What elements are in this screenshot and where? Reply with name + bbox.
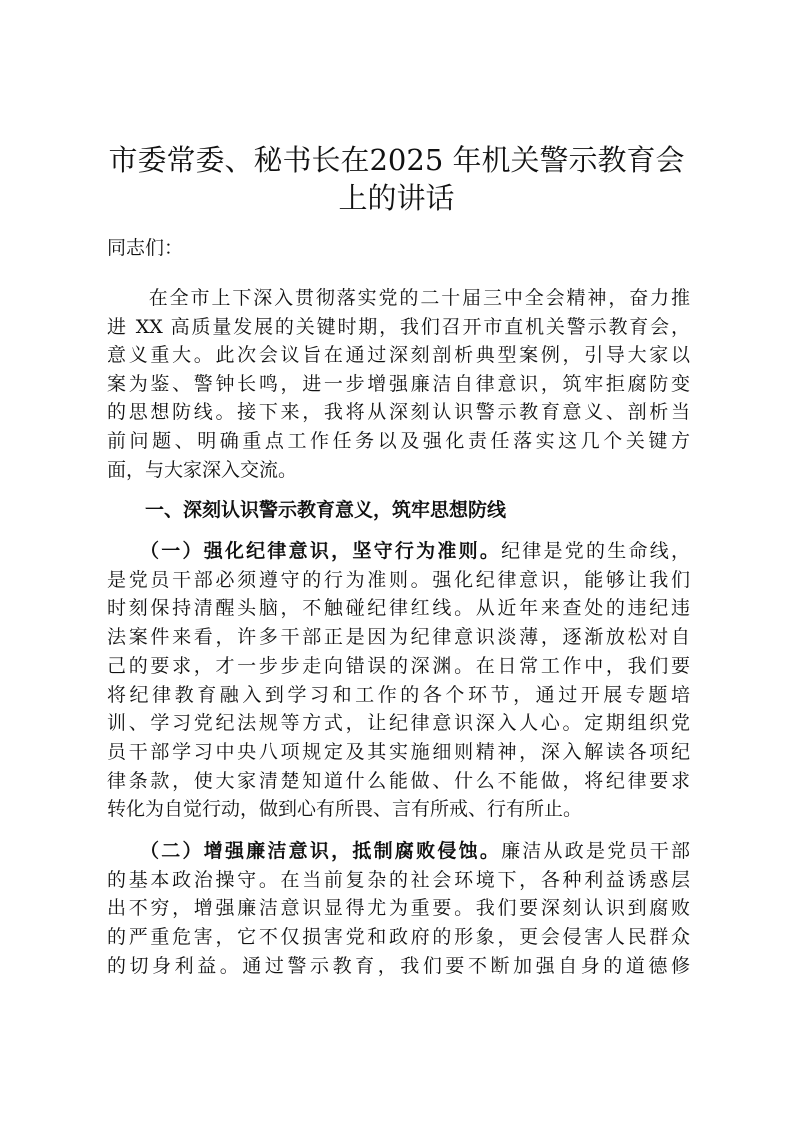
text-line: 的切身利益。通过警示教育，我们要不断加强自身的道德修	[107, 954, 690, 977]
subsection-2-title: （二）增强廉洁意识，抵制腐败侵蚀。	[107, 840, 502, 862]
text-line: 的思想防线。接下来，我将从深刻认识警示教育意义、剖析当	[107, 401, 690, 424]
text-line: 律条款，使大家清楚知道什么能做、什么不能做，将纪律要求	[107, 769, 690, 792]
text-line: 是党员干部必须遵守的行为准则。强化纪律意识，能够让我们	[107, 568, 690, 591]
subsection-1-title: （一）强化纪律意识，坚守行为准则。	[107, 540, 502, 562]
text-line: 己的要求，才一步步走向错误的深渊。在日常工作中，我们要	[107, 654, 690, 677]
text-line: 法案件来看，许多干部正是因为纪律意识淡薄，逐渐放松对自	[107, 626, 690, 649]
text-line: 训、学习党纪法规等方式，让纪律意识深入人心。定期组织党	[107, 712, 690, 735]
subsection-2-lead: 廉洁从政是党员干部	[501, 840, 690, 862]
text-line: 员干部学习中央八项规定及其实施细则精神，深入解读各项纪	[107, 740, 690, 763]
text-line: 案为鉴、警钟长鸣，进一步增强廉洁自律意识，筑牢拒腐防变	[107, 372, 690, 395]
text-line: 将纪律教育融入到学习和工作的各个环节，通过开展专题培	[107, 683, 690, 706]
text-line: 进 XX 高质量发展的关键时期，我们召开市直机关警示教育会，	[107, 315, 690, 338]
text-line: 的严重危害，它不仅损害党和政府的形象，更会侵害人民群众	[107, 926, 690, 949]
document-title-line-2: 上的讲话	[338, 181, 455, 215]
section-heading-1: 一、深刻认识警示教育意义，筑牢思想防线	[107, 499, 507, 521]
subsection-1-lead: 纪律是党的生命线，	[501, 540, 690, 562]
text-line: 出不穷，增强廉洁意识显得尤为重要。我们要深刻认识到腐败	[107, 897, 690, 920]
salutation: 同志们：	[107, 237, 184, 259]
text-line: 前问题、明确重点工作任务以及强化责任落实这几个关键方	[107, 430, 690, 452]
text-line: 意义重大。此次会议旨在通过深刻剖析典型案例，引导大家以	[107, 344, 690, 367]
document-title-line-1: 市委常委、秘书长在2025 年机关警示教育会	[108, 143, 685, 177]
text-line: 转化为自觉行动，做到心有所畏、言有所戒、行有所止。	[107, 798, 583, 821]
text-line: 在全市上下深入贯彻落实党的二十届三中全会精神，奋力推	[107, 287, 690, 309]
text-line: 面，与大家深入交流。	[107, 458, 298, 481]
text-line: 时刻保持清醒头脑，不触碰纪律红线。从近年来查处的违纪违	[107, 597, 690, 620]
subsection-2-first-line	[107, 837, 690, 865]
subsection-1-first-line	[107, 537, 690, 565]
text-line: 的基本政治操守。在当前复杂的社会环境下，各种利益诱惑层	[107, 868, 690, 891]
